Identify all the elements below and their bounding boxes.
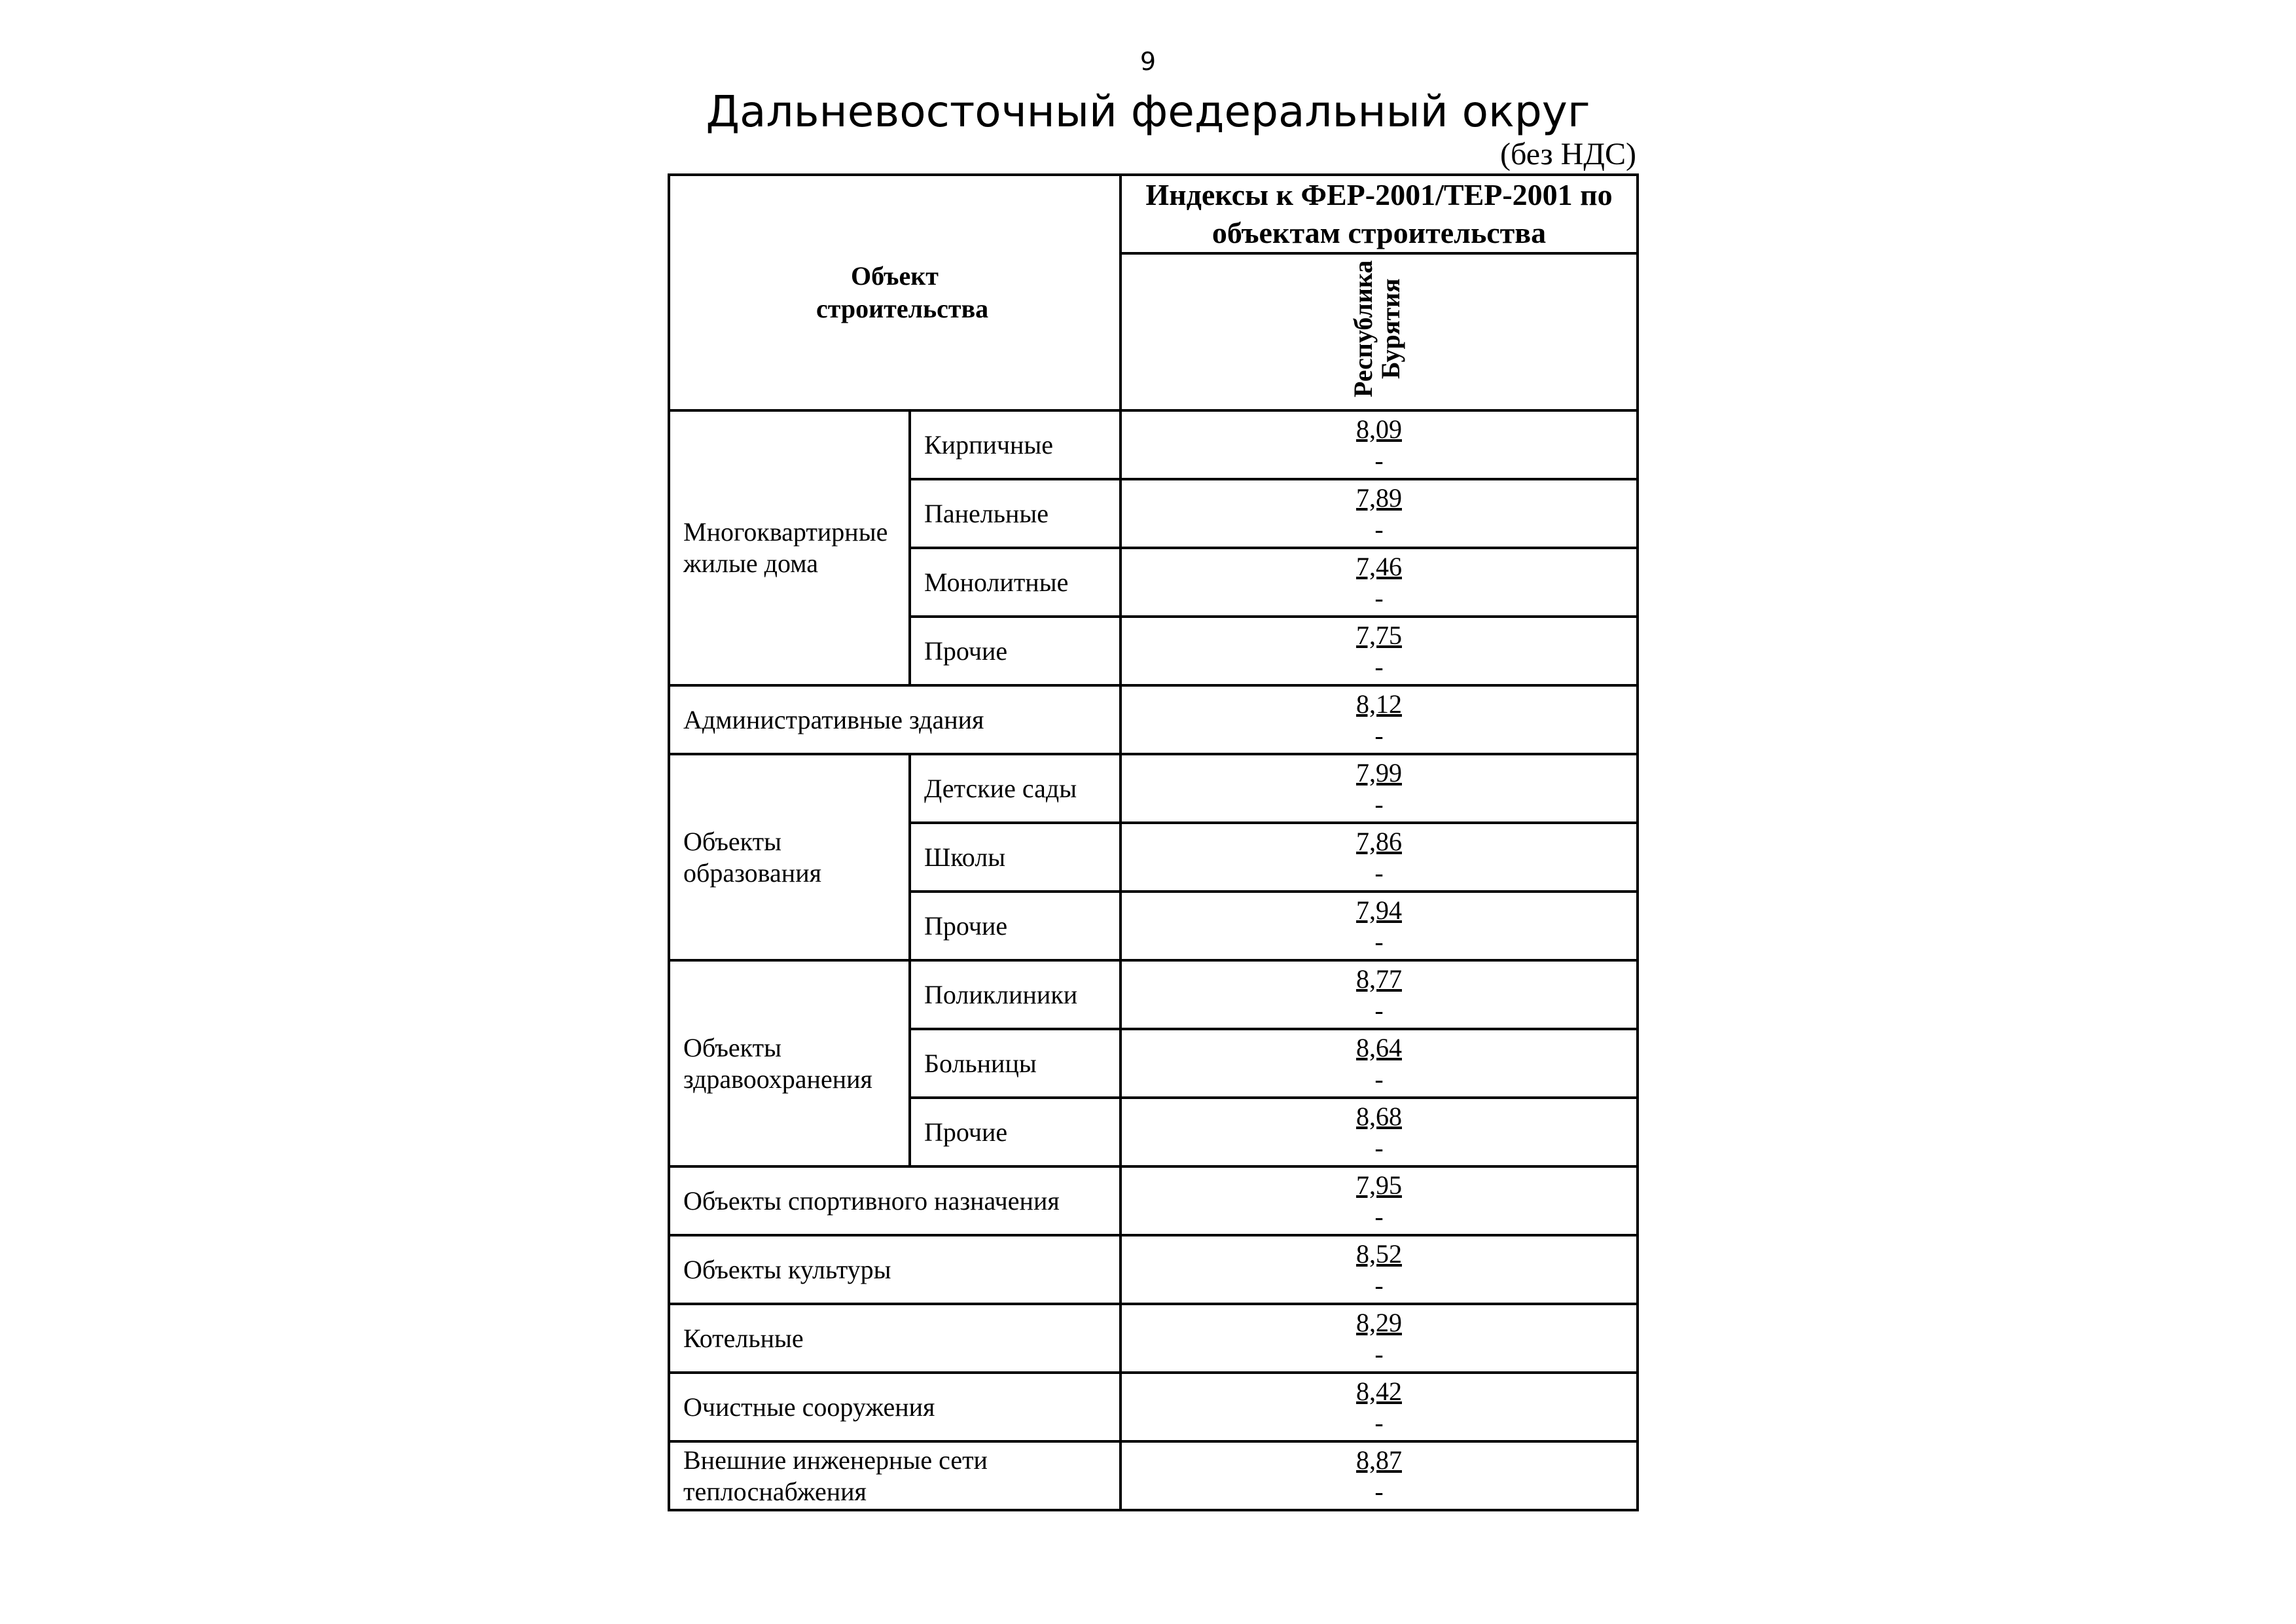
row-label: Школы [910,823,1121,892]
row-label: Объекты спортивного назначения [669,1166,1121,1235]
header-index: Индексы к ФЕР-2001/ТЕР-2001 по объектам строительства [1121,175,1638,253]
row-label: Котельные [669,1304,1121,1373]
row-value: 8,64 - [1121,1029,1638,1098]
row-value: 7,94 - [1121,892,1638,960]
table-row [669,1235,1638,1304]
table-row [669,410,1638,479]
group-label: Объекты образования [669,754,910,960]
row-label: Кирпичные [910,410,1121,479]
row-value: 8,42 - [1121,1373,1638,1441]
row-label: Панельные [910,479,1121,548]
table-row [669,1304,1638,1373]
page-title: Дальневосточный федеральный округ [706,86,1590,137]
table-row [669,1166,1638,1235]
group-label: Многоквартирные жилые дома [669,410,910,685]
row-value: 7,46 - [1121,548,1638,617]
row-label: Прочие [910,892,1121,960]
group-label: Объекты здравоохранения [669,960,910,1166]
row-label: Внешние инженерные сети теплоснабжения [669,1441,1121,1510]
row-label: Прочие [910,1098,1121,1166]
row-value: 8,68 - [1121,1098,1638,1166]
table-row [669,1373,1638,1441]
unit-note: (без НДС) [1499,137,1636,171]
page-number: 9 [1139,47,1157,76]
row-value: 8,77 - [1121,960,1638,1029]
table-row [669,960,1638,1029]
table-header-row [669,175,1638,253]
row-value: 7,99 - [1121,754,1638,823]
row-value: 7,86 - [1121,823,1638,892]
row-label: Очистные сооружения [669,1373,1121,1441]
row-label: Поликлиники [910,960,1121,1029]
row-value: 8,29 - [1121,1304,1638,1373]
row-label: Детские сады [910,754,1121,823]
row-label: Больницы [910,1029,1121,1098]
row-label: Объекты культуры [669,1235,1121,1304]
table-row [669,685,1638,754]
row-value: 7,89 - [1121,479,1638,548]
row-label: Монолитные [910,548,1121,617]
row-value: 8,52 - [1121,1235,1638,1304]
row-value: 7,95 - [1121,1166,1638,1235]
table-row [669,1441,1638,1510]
row-label: Прочие [910,617,1121,685]
index-table [668,173,1639,1511]
header-region: Республика Бурятия [1121,253,1638,410]
row-label: Административные здания [669,685,1121,754]
row-value: 8,12 - [1121,685,1638,754]
row-value: 8,09 - [1121,410,1638,479]
header-object: Объект строительства [669,175,1121,410]
row-value: 7,75 - [1121,617,1638,685]
row-value: 8,87 - [1121,1441,1638,1510]
table-row [669,754,1638,823]
